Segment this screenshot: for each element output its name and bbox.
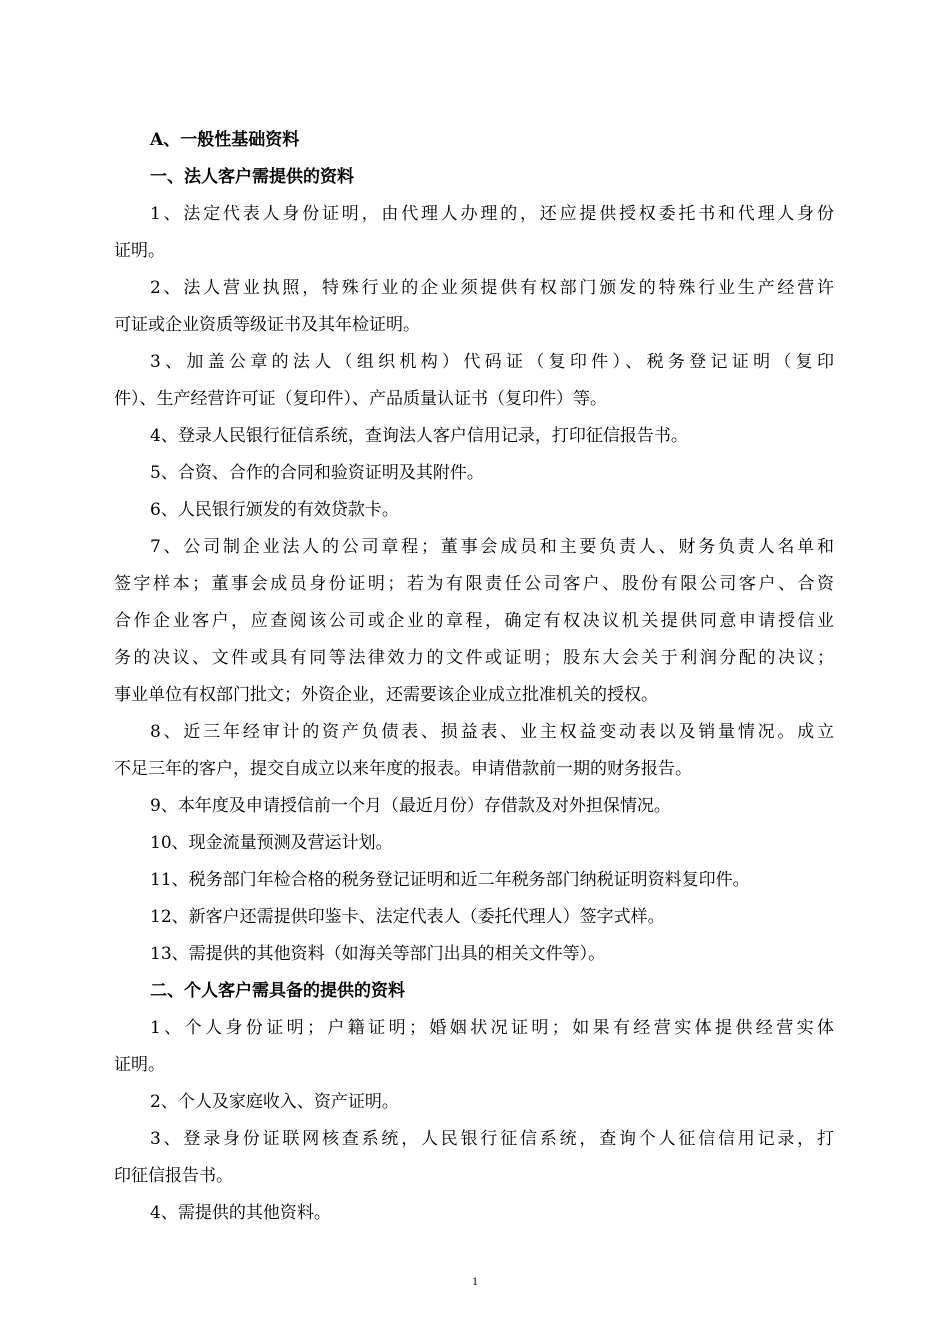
part1-item-line: 7、公司制企业法人的公司章程；董事会成员和主要负责人、财务负责人名单和 bbox=[150, 537, 834, 557]
part2-item-line: 2、个人及家庭收入、资产证明。 bbox=[150, 1092, 399, 1112]
part1-item bbox=[114, 714, 834, 788]
part1-item-line: 12、新客户还需提供印鉴卡、法定代表人（委托代理人）签字式样。 bbox=[150, 907, 665, 927]
part1-item-line: 8、近三年经审计的资产负债表、损益表、业主权益变动表以及销量情况。成立 bbox=[150, 722, 834, 742]
part1-item-line: 6、人民银行颁发的有效贷款卡。 bbox=[150, 500, 399, 520]
part1-item-line: 5、合资、合作的合同和验资证明及其附件。 bbox=[150, 463, 484, 483]
part2-item-line: 1、个人身份证明；户籍证明；婚姻状况证明；如果有经营实体提供经营实体 bbox=[150, 1018, 834, 1038]
part1-item-line: 13、需提供的其他资料（如海关等部门出具的相关文件等）。 bbox=[150, 944, 606, 964]
part2-item-line: 3、登录身份证联网核查系统，人民银行征信系统，查询个人征信信用记录，打 bbox=[150, 1129, 834, 1149]
part1-item-line: 11、税务部门年检合格的税务登记证明和近二年税务部门纳税证明资料复印件。 bbox=[150, 870, 750, 890]
part1-item-line: 证明。 bbox=[114, 241, 165, 261]
part1-item-line: 可证或企业资质等级证书及其年检证明。 bbox=[114, 315, 420, 335]
part1-item bbox=[114, 270, 834, 344]
part2-item-line: 4、需提供的其他资料。 bbox=[150, 1203, 331, 1223]
part1-item bbox=[114, 455, 834, 492]
part1-item-line: 3、加盖公章的法人（组织机构）代码证（复印件）、税务登记证明（复印 bbox=[150, 352, 834, 372]
part1-item-line: 务的决议、文件或具有同等法律效力的文件或证明；股东大会关于利润分配的决议； bbox=[114, 648, 834, 668]
part1-item bbox=[114, 418, 834, 455]
part1-item-line: 不足三年的客户，提交自成立以来年度的报表。申请借款前一期的财务报告。 bbox=[114, 759, 692, 779]
part1-title: 一、法人客户需提供的资料 bbox=[150, 167, 354, 187]
part1-item bbox=[114, 196, 834, 270]
part1-item-line: 2、法人营业执照，特殊行业的企业须提供有权部门颁发的特殊行业生产经营许 bbox=[150, 278, 834, 298]
part1-item-line: 1、法定代表人身份证明，由代理人办理的，还应提供授权委托书和代理人身份 bbox=[150, 204, 834, 224]
part1-item bbox=[114, 492, 834, 529]
page-number: 1 bbox=[472, 1274, 478, 1288]
part1-item-line: 合作企业客户，应查阅该公司或企业的章程，确定有权决议机关提供同意申请授信业 bbox=[114, 611, 834, 631]
part2-item bbox=[114, 1195, 834, 1232]
part1-item bbox=[114, 899, 834, 936]
part1-item bbox=[114, 862, 834, 899]
part2-item-line: 证明。 bbox=[114, 1055, 165, 1075]
part1-item-line: 签字样本；董事会成员身份证明；若为有限责任公司客户、股份有限公司客户、合资 bbox=[114, 574, 834, 594]
part1-item-line: 事业单位有权部门批文；外资企业，还需要该企业成立批准机关的授权。 bbox=[114, 685, 658, 705]
part1-item bbox=[114, 344, 834, 418]
part1-item bbox=[114, 788, 834, 825]
part1-item bbox=[114, 825, 834, 862]
part2-item-line: 印征信报告书。 bbox=[114, 1166, 233, 1186]
section-a-title: A、一般性基础资料 bbox=[150, 130, 300, 150]
part1-item-list bbox=[114, 196, 834, 973]
part2-title: 二、个人客户需具备的提供的资料 bbox=[150, 981, 405, 1001]
part1-item bbox=[114, 529, 834, 714]
part1-item bbox=[114, 936, 834, 973]
part1-item-line: 9、本年度及申请授信前一个月（最近月份）存借款及对外担保情况。 bbox=[150, 796, 671, 816]
part2-item bbox=[114, 1084, 834, 1121]
part1-item-line: 4、登录人民银行征信系统，查询法人客户信用记录，打印征信报告书。 bbox=[150, 426, 688, 446]
document-body bbox=[114, 122, 834, 1232]
part2-item bbox=[114, 1121, 834, 1195]
part2-item-list bbox=[114, 1010, 834, 1232]
part1-item-line: 件）、生产经营许可证（复印件）、产品质量认证书（复印件）等。 bbox=[114, 389, 607, 409]
part1-item-line: 10、现金流量预测及营运计划。 bbox=[150, 833, 393, 853]
part2-item bbox=[114, 1010, 834, 1084]
